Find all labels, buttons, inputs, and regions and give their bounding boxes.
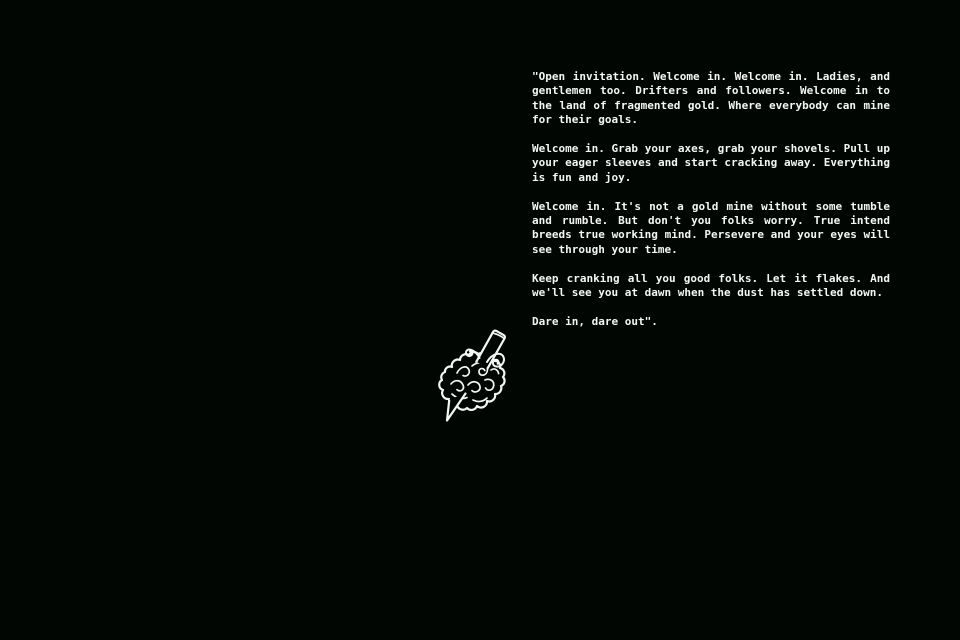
quote-paragraph [532, 200, 890, 258]
quote-line: gentlemen too. Drifters and followers. Welcome in to [532, 84, 890, 98]
quote-text-block [532, 70, 890, 329]
quote-line: Keep cranking all you good folks. Let it flakes. And [532, 271, 890, 285]
quote-paragraph [532, 142, 890, 185]
quote-line: Welcome in. It's not a gold mine without some tumble [532, 199, 890, 213]
quote-line: see through your time. [532, 242, 678, 256]
quote-line: breeds true working mind. Persevere and your eyes will [532, 228, 890, 242]
quote-line: the land of fragmented gold. Where everybody can mine [532, 98, 890, 112]
quote-paragraph [532, 315, 890, 329]
quote-line: Dare in, dare out". [532, 314, 658, 328]
quote-line: we'll see you at dawn when the dust has settled down. [532, 286, 883, 300]
quote-paragraph [532, 272, 890, 301]
quote-line: is fun and joy. [532, 170, 632, 184]
quote-paragraph [532, 70, 890, 128]
quote-line: for their goals. [532, 113, 638, 127]
quote-line: "Open invitation. Welcome in. Welcome in. Ladies, and [532, 70, 890, 83]
quote-line: and rumble. But don't you folks worry. True intend [532, 214, 890, 228]
quote-line: your eager sleeves and start cracking away. Everything [532, 156, 890, 170]
pencil-shaft [476, 330, 505, 368]
quote-line: Welcome in. Grab your axes, grab your shovels. Pull up [532, 142, 890, 156]
brain-pierced-pencil-icon [438, 323, 518, 427]
